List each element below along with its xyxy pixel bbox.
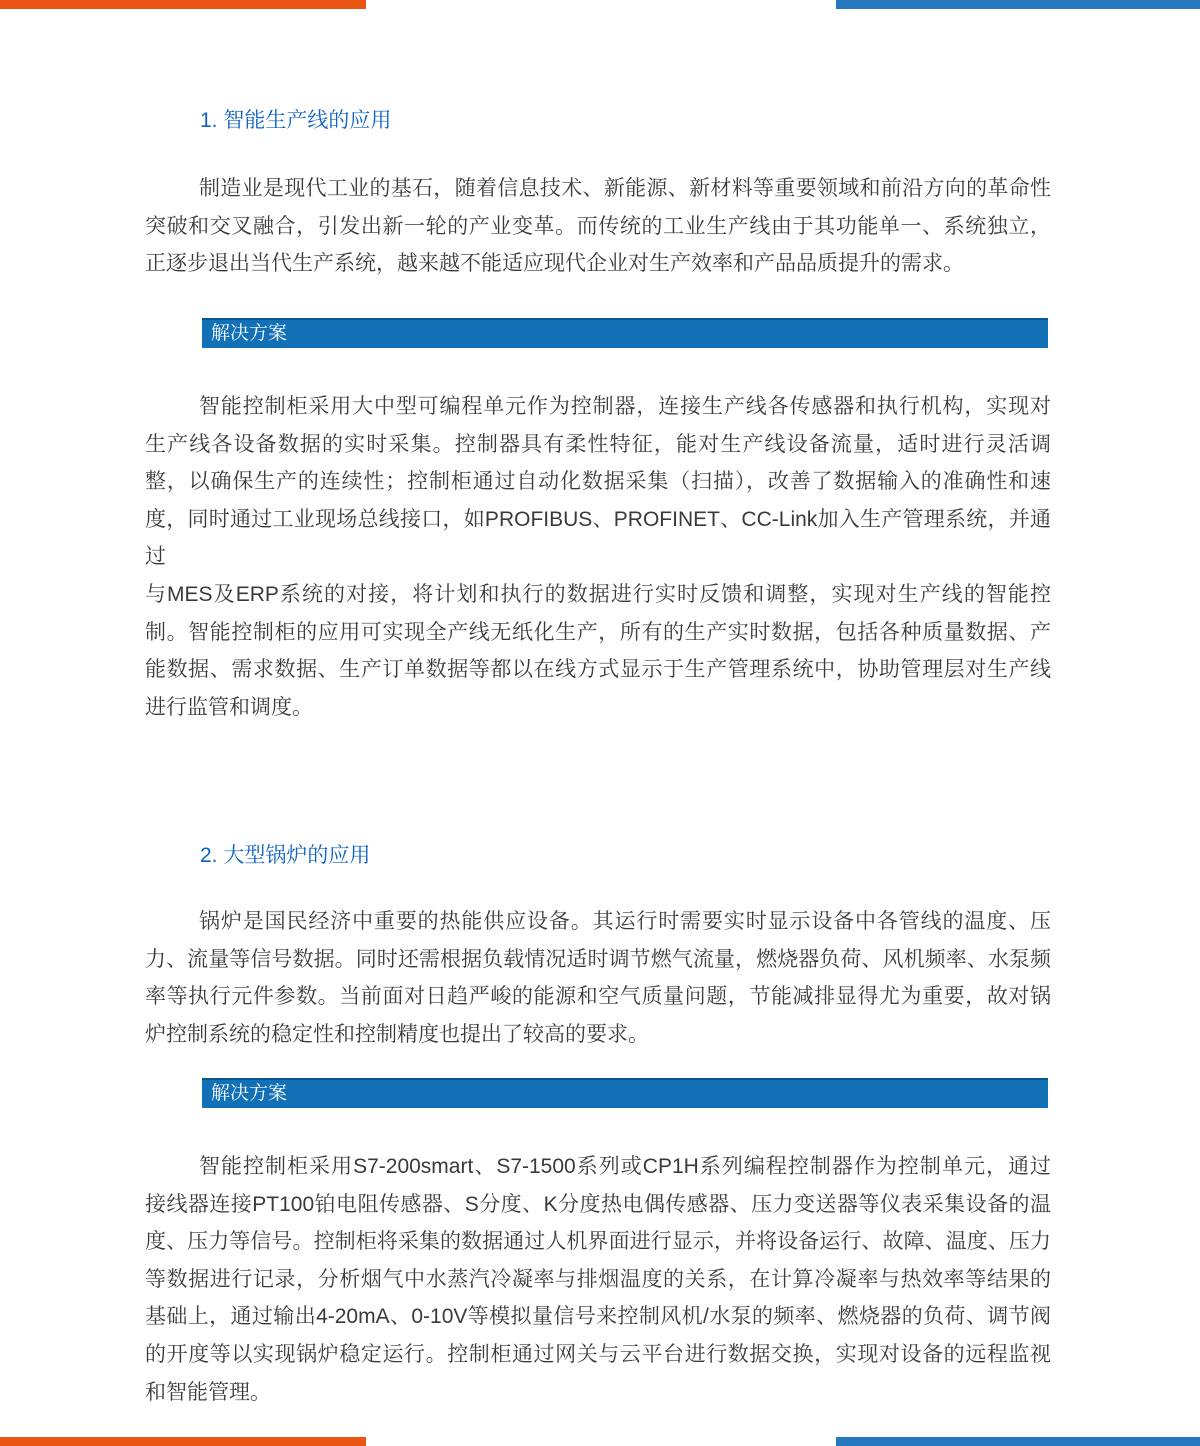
section-2-solution-paragraph bbox=[145, 1148, 1051, 1411]
paragraph-line: 智能控制柜采用大中型可编程单元作为控制器，连接生产线各传感器和执行机构，实现对 bbox=[199, 395, 1051, 418]
paragraph-line: 率等执行元件参数。当前面对日趋严峻的能源和空气质量问题，节能减排显得尤为重要，故对锅 bbox=[145, 985, 1051, 1009]
section-2-intro-paragraph bbox=[145, 903, 1051, 1053]
paragraph-line: 炉控制系统的稳定性和控制精度也提出了较高的要求。 bbox=[145, 1022, 649, 1046]
paragraph-line: 智能控制柜采用S7-200smart、S7-1500系列或CP1H系列编程控制器作为控制单元，通过 bbox=[199, 1155, 1051, 1178]
section-1-intro-paragraph bbox=[145, 170, 1051, 283]
paragraph-line: 进行监管和调度。 bbox=[145, 695, 313, 719]
section-1-solution-paragraph bbox=[145, 388, 1051, 726]
top-left-accent-bar bbox=[0, 0, 366, 9]
paragraph-line: 正逐步退出当代生产系统，越来越不能适应现代企业对生产效率和产品品质提升的需求。 bbox=[145, 252, 964, 276]
paragraph-line: 接线器连接PT100铂电阻传感器、S分度、K分度热电偶传感器、压力变送器等仪表采集设备的温 bbox=[145, 1192, 1051, 1216]
paragraph-line: 制造业是现代工业的基石，随着信息技术、新能源、新材料等重要领域和前沿方向的革命性 bbox=[199, 177, 1051, 200]
paragraph-line: 制。智能控制柜的应用可实现全产线无纸化生产，所有的生产实时数据，包括各种质量数据、产 bbox=[145, 620, 1051, 644]
paragraph-line: 等数据进行记录，分析烟气中水蒸汽冷凝率与排烟温度的关系，在计算冷凝率与热效率等结果的 bbox=[145, 1267, 1051, 1291]
section-1-solution-banner bbox=[202, 318, 1048, 348]
top-right-accent-bar bbox=[836, 0, 1200, 9]
paragraph-line: 力、流量等信号数据。同时还需根据负载情况适时调节燃气流量，燃烧器负荷、风机频率、水泵频 bbox=[145, 947, 1051, 971]
paragraph-line: 基础上，通过输出4-20mA、0-10V等模拟量信号来控制风机/水泵的频率、燃烧器的负荷、调节阀 bbox=[145, 1305, 1051, 1329]
paragraph-line: 能数据、需求数据、生产订单数据等都以在线方式显示于生产管理系统中，协助管理层对生产线 bbox=[145, 658, 1051, 682]
bottom-right-accent-bar bbox=[836, 1437, 1200, 1446]
paragraph-line: 突破和交叉融合，引发出新一轮的产业变革。而传统的工业生产线由于其功能单一、系统独立， bbox=[145, 214, 1051, 238]
paragraph-line: 锅炉是国民经济中重要的热能供应设备。其运行时需要实时显示设备中各管线的温度、压 bbox=[199, 910, 1051, 933]
paragraph-line: 度、压力等信号。控制柜将采集的数据通过人机界面进行显示，并将设备运行、故障、温度、压力 bbox=[145, 1230, 1051, 1254]
paragraph-line: 与MES及ERP系统的对接，将计划和执行的数据进行实时反馈和调整，实现对生产线的智能控 bbox=[145, 582, 1051, 606]
bottom-left-accent-bar bbox=[0, 1437, 366, 1446]
section-2-solution-banner bbox=[202, 1078, 1048, 1108]
paragraph-line: 度，同时通过工业现场总线接口，如PROFIBUS、PROFINET、CC-Link加入生产管理系统，并通过 bbox=[145, 507, 1051, 569]
section-1-heading: 1. 智能生产线的应用 bbox=[200, 109, 392, 132]
paragraph-line: 的开度等以实现锅炉稳定运行。控制柜通过网关与云平台进行数据交换，实现对设备的远程监视 bbox=[145, 1342, 1051, 1366]
section-2-heading: 2. 大型锅炉的应用 bbox=[200, 844, 371, 867]
solution-banner-label: 解决方案 bbox=[211, 1083, 288, 1104]
paragraph-line: 生产线各设备数据的实时采集。控制器具有柔性特征，能对生产线设备流量，适时进行灵活调 bbox=[145, 432, 1051, 456]
paragraph-line: 和智能管理。 bbox=[145, 1380, 271, 1404]
paragraph-line: 整，以确保生产的连续性；控制柜通过自动化数据采集（扫描），改善了数据输入的准确性和速 bbox=[145, 470, 1051, 494]
solution-banner-label: 解决方案 bbox=[211, 323, 288, 344]
